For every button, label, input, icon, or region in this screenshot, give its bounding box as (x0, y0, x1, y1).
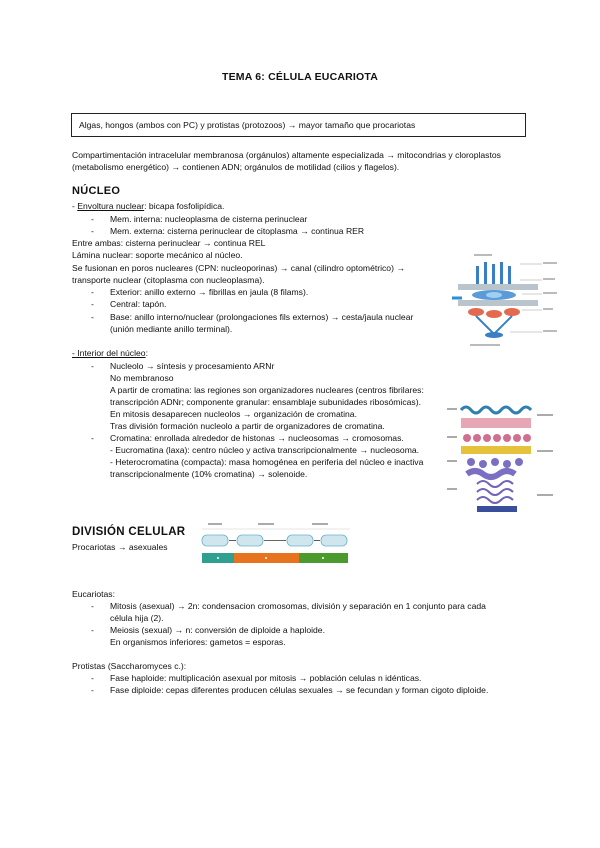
bullet-dash: - (91, 214, 94, 224)
mitosis-2: célula hija (2). (110, 613, 164, 623)
meiosis-1: Meiosis (sexual) → n: conversión de diploide a haploide. (110, 625, 325, 635)
interior-colon: : (145, 348, 148, 358)
envoltura-label: Envoltura nuclear (77, 201, 145, 211)
cromatina-origen-1: A partir de cromatina: las regiones son organizadores nucleares (centros fibrilares: (110, 385, 424, 395)
bullet-dash: - (91, 685, 94, 695)
lamina-nuclear: Lámina nuclear: soporte mecánico al núcleo. (72, 250, 243, 260)
intro-paragraph: Compartimentación intracelular membranosa (orgánulos) altamente especializada → mitocondrias y cloroplastos (metabolismo energético) → contienen ADN; orgánulos de motilidad (cilios y flagelos). (72, 150, 501, 172)
eucromatina: - Eucromatina (laxa): centro núcleo y activa transcripcionalmente → nucleosoma. (110, 445, 420, 455)
fase-haploide: Fase haploide: multiplicación asexual por mitosis → población celulas n idénticas. (110, 673, 422, 683)
protistas-label: Protistas (Saccharomyces c.): (72, 661, 187, 671)
nucleolo: Nucleolo → síntesis y procesamiento ARNr (110, 361, 275, 371)
heterocromatina-1: - Heterocromatina (compacta): masa homogénea en periferia del núcleo e inactiva (110, 457, 424, 467)
tras-division: Tras división formación nucleolo a partir de organizadores de cromatina. (110, 421, 385, 431)
bullet-dash: - (91, 226, 94, 236)
highlight-box (71, 113, 526, 137)
cell-division-figure (200, 521, 352, 567)
chromatin-figure (447, 402, 557, 522)
poro-base-1: Base: anillo interno/nuclear (prolongaciones fils externos) → cesta/jaula nuclear (110, 312, 414, 322)
mem-externa: Mem. externa: cisterna perinuclear de citoplasma → continua RER (110, 226, 365, 236)
bullet-dash: - (91, 299, 94, 309)
fase-diploide: Fase diploide: cepas diferentes producen células sexuales → se fecundan y forman cigoto diploide. (110, 685, 489, 695)
nuclear-pore-figure (450, 252, 560, 350)
division-heading: DIVISIÓN CELULAR (72, 526, 186, 538)
poro-central: Central: tapón. (110, 299, 167, 309)
poros-line-2: transporte nuclear (citoplasma con nucleoplasma). (72, 275, 265, 285)
page-title: TEMA 6: CÉLULA EUCARIOTA (221, 71, 379, 83)
bullet-dash: - (91, 312, 94, 322)
envoltura-text: : bicapa fosfolipídica. (144, 201, 225, 211)
meiosis-2: En organismos inferiores: gametos = esporas. (110, 637, 286, 647)
poro-base-2: (unión mediante anillo terminal). (110, 324, 233, 334)
mitosis-1: Mitosis (asexual) → 2n: condensacion cromosomas, división y separación en 1 conjunto para cada (110, 601, 486, 611)
cromatina-origen-2: transcripción ADNr; componente granular: ensamblaje subunidades ribosómicas). (110, 397, 421, 407)
envoltura-dash: - (72, 201, 75, 211)
no-membranoso: No membranoso (110, 373, 174, 383)
interior-label: - Interior del núcleo (72, 348, 146, 358)
poros-line-1: Se fusionan en poros nucleares (CPN: nucleoporinas) → canal (cilindro optométrico) → (72, 263, 405, 273)
mitosis-nucleolos: En mitosis desaparecen nucleolos → organización de cromatina. (110, 409, 357, 419)
bullet-dash: - (91, 287, 94, 297)
entre-ambas: Entre ambas: cisterna perinuclear → continua REL (72, 238, 266, 248)
cromatina-enrollada: Cromatina: enrollada alrededor de histonas → nucleosomas → cromosomas. (110, 433, 404, 443)
bullet-dash: - (91, 625, 94, 635)
highlight-box-text: Algas, hongos (ambos con PC) y protistas (protozoos) → mayor tamaño que procariotas (79, 120, 416, 130)
heterocromatina-2: transcripcionalmente (10% cromatina) → solenoide. (110, 469, 308, 479)
interior-heading (72, 348, 148, 360)
procariotas-line: Procariotas → asexuales (72, 542, 168, 552)
bullet-dash: - (91, 673, 94, 683)
eucariotas-label: Eucariotas: (72, 589, 115, 599)
envoltura-line (72, 201, 224, 213)
bullet-dash: - (91, 361, 94, 371)
mem-interna: Mem. interna: nucleoplasma de cisterna perinuclear (110, 214, 308, 224)
bullet-dash: - (91, 601, 94, 611)
poro-exterior: Exterior: anillo externo → fibrillas en jaula (8 filams). (110, 287, 309, 297)
bullet-dash: - (91, 433, 94, 443)
nucleo-heading: NÚCLEO (72, 185, 121, 197)
